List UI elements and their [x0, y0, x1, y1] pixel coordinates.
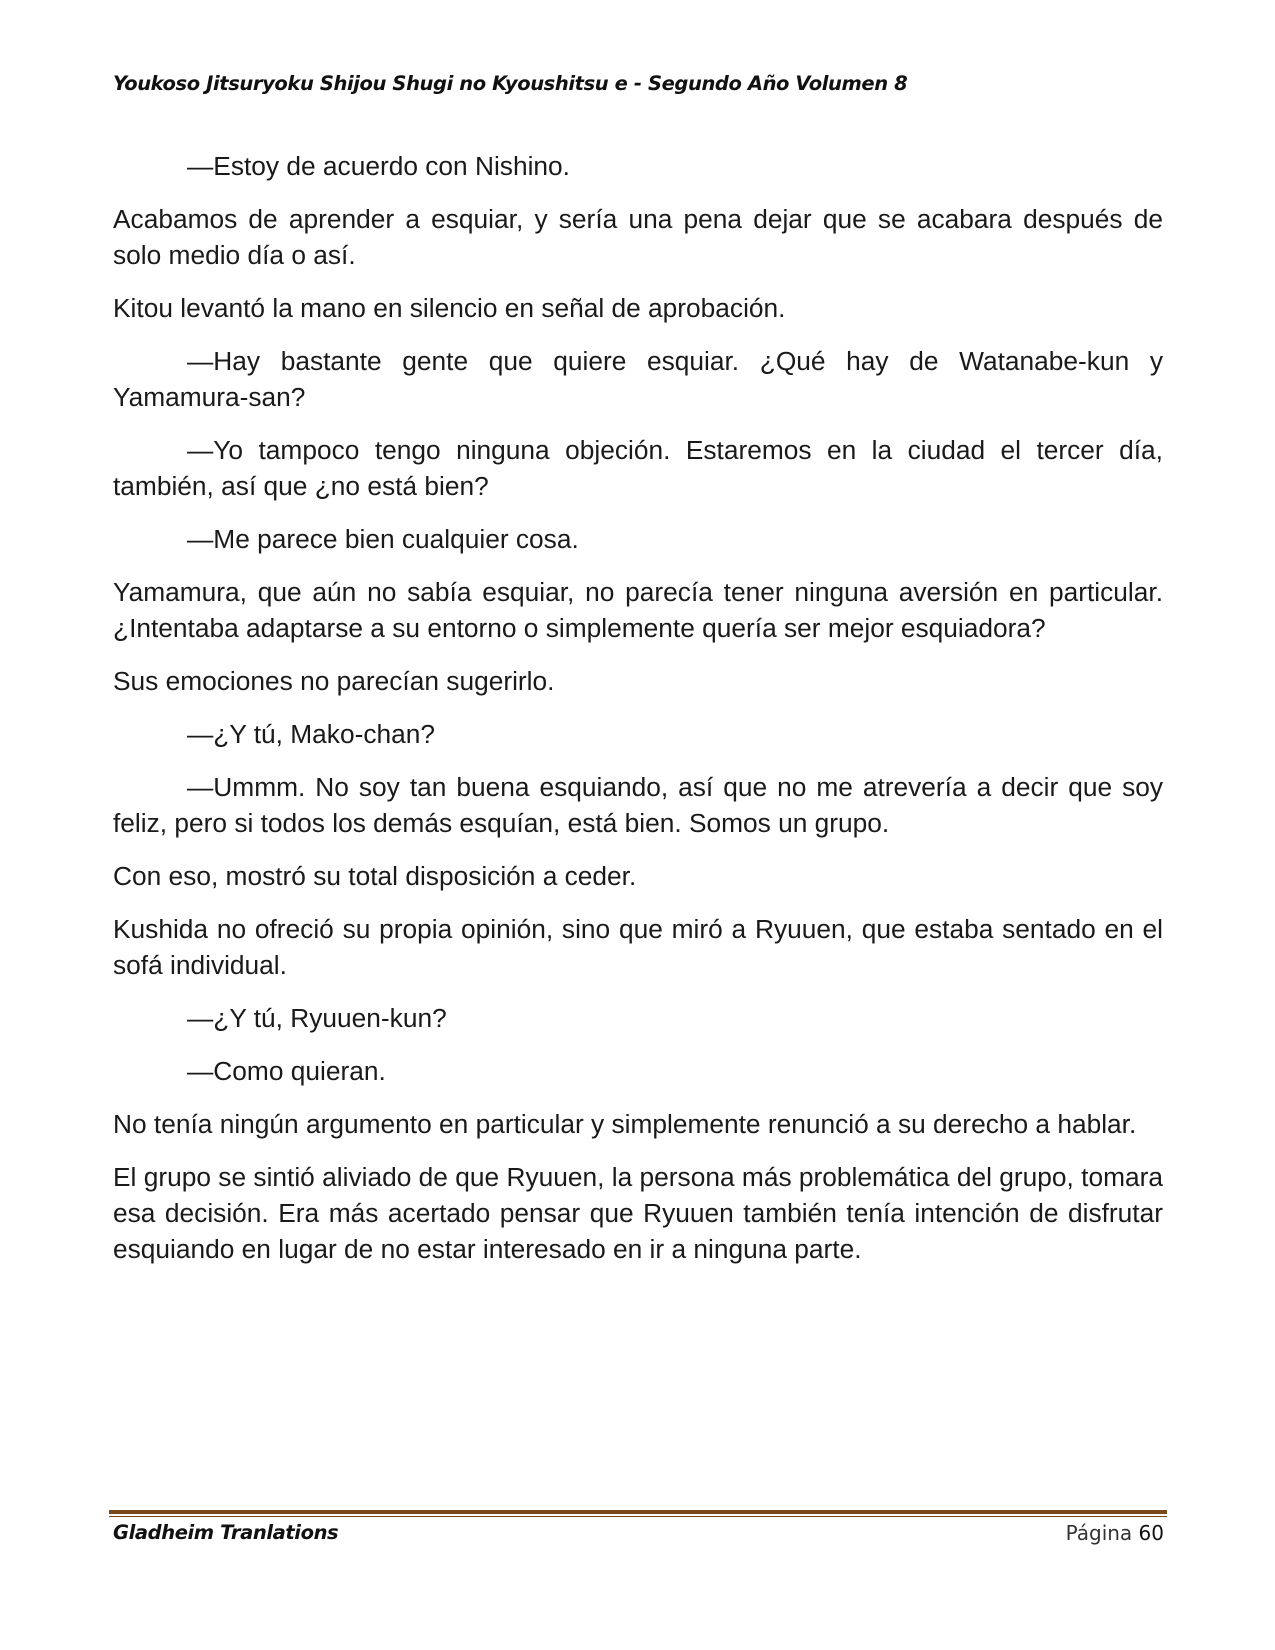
- paragraph: No tenía ningún argumento en particular y simplemente renunció a su derecho a hablar.: [113, 1109, 1137, 1139]
- paragraph: —¿Y tú, Ryuuen-kun?: [187, 1003, 447, 1033]
- paragraph: Kushida no ofreció su propia opinión, sino que miró a Ryuuen, que estaba sentado en el sofá individual.: [113, 914, 1163, 980]
- footer-credit: Gladheim Tranlations: [113, 1521, 339, 1544]
- page-number-value: 60: [1138, 1521, 1164, 1545]
- paragraph: —Como quieran.: [187, 1056, 386, 1086]
- paragraph: —¿Y tú, Mako-chan?: [187, 719, 435, 749]
- paragraph: —Estoy de acuerdo con Nishino.: [187, 151, 570, 181]
- paragraph: —Hay bastante gente que quiere esquiar. ¿Qué hay de Watanabe-kun y Yamamura-san?: [113, 346, 1163, 412]
- paragraph: Kitou levantó la mano en silencio en señal de aprobación.: [113, 293, 786, 323]
- page-number: [1066, 1521, 1164, 1545]
- page-body: [113, 148, 1163, 1284]
- paragraph: Sus emociones no parecían sugerirlo.: [113, 666, 555, 696]
- footer-divider-thin: [109, 1516, 1167, 1517]
- footer-divider: [109, 1510, 1167, 1514]
- paragraph: —Yo tampoco tengo ninguna objeción. Estaremos en la ciudad el tercer día, también, así que ¿no está bien?: [113, 435, 1163, 501]
- page-header-title: Youkoso Jitsuryoku Shijou Shugi no Kyoushitsu e - Segundo Año Volumen 8: [113, 72, 908, 95]
- paragraph: El grupo se sintió aliviado de que Ryuuen, la persona más problemática del grupo, tomara esa decisión. Era más acertado pensar que Ryuuen también tenía intención de disfrutar esquiando en lugar de no estar interesado en ir a ninguna parte.: [113, 1162, 1163, 1264]
- paragraph: Acabamos de aprender a esquiar, y sería una pena dejar que se acabara después de solo medio día o así.: [113, 204, 1163, 270]
- paragraph: Con eso, mostró su total disposición a ceder.: [113, 861, 637, 891]
- paragraph: —Ummm. No soy tan buena esquiando, así que no me atrevería a decir que soy feliz, pero si todos los demás esquían, está bien. Somos un grupo.: [113, 772, 1163, 838]
- paragraph: Yamamura, que aún no sabía esquiar, no parecía tener ninguna aversión en particular. ¿Intentaba adaptarse a su entorno o simplemente quería ser mejor esquiadora?: [113, 577, 1163, 643]
- paragraph: —Me parece bien cualquier cosa.: [187, 524, 579, 554]
- page-label: Página: [1065, 1521, 1133, 1545]
